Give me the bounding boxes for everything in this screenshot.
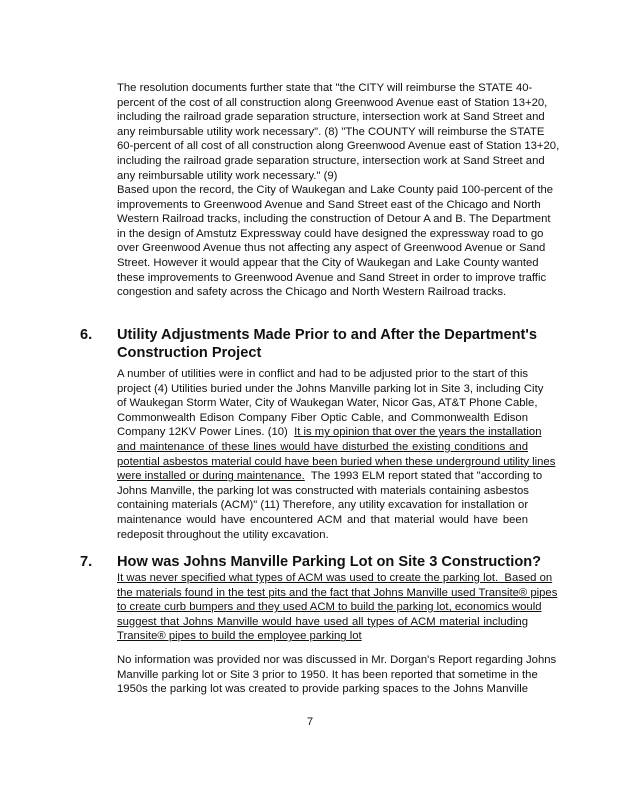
- text-line: Western Railroad tracks, including the construction of Detour A and B. The Department: [117, 213, 551, 226]
- text-line: [117, 425, 542, 440]
- underlined-text: It is my opinion that over the years the installation: [294, 426, 542, 439]
- text-line: any reimbursable utility work necessary". (8) "The COUNTY will reimburse the STATE: [117, 125, 545, 138]
- text-line: The resolution documents further state that "the CITY will reimburse the STATE 40-: [117, 82, 533, 94]
- text-line: containing materials (ACM)" (11) Therefore, any utility excavation for installation or: [117, 499, 529, 512]
- text-line: project (4) Utilities buried under the Johns Manville parking lot in Site 3, including City: [117, 382, 544, 395]
- underlined-text: It was never specified what types of ACM was used to create the parking lot. Based on: [117, 572, 553, 584]
- underlined-text: and maintenance of these lines would have disturbed the existing conditions and: [117, 440, 528, 453]
- text-line: any reimbursable utility work necessary." (9): [117, 169, 338, 182]
- underlined-text: the materials found in the test pits and the fact that Johns Manville used Transite® pipes: [117, 586, 558, 599]
- underlined-text: to create curb bumpers and they used ACM to build the parking lot, economics would: [117, 601, 542, 614]
- text-line: [117, 440, 528, 455]
- text-line: 1950s the parking lot was created to provide parking spaces to the Johns Manville: [117, 683, 528, 696]
- text-line: Commonwealth Edison Company Fiber Optic Cable, and Commonwealth Edison: [117, 411, 528, 424]
- text-line: redeposit throughout the utility excavation.: [117, 528, 329, 541]
- text-line: congestion and safety across the Chicago and North Western Railroad tracks.: [117, 286, 507, 299]
- text-line: [117, 629, 528, 644]
- text-line: Manville parking lot or Site 3 prior to 1950. It has been reported that sometime in the: [117, 668, 538, 681]
- text-line: [117, 615, 528, 630]
- paragraph-resolution: [117, 81, 560, 183]
- text-line: improvements to Greenwood Avenue and Sand Street east of the Chicago and North: [117, 198, 541, 211]
- text-line: including the railroad grade separation structure, intersection work at Sand Street and: [117, 154, 545, 167]
- text-line: of Waukegan Storm Water, City of Waukegan Water, Nicor Gas, AT&T Phone Cable,: [117, 397, 538, 410]
- text-line: Street. However it would appear that the City of Waukegan and Lake County wanted: [117, 256, 539, 269]
- section-number: 7.: [80, 554, 93, 570]
- paragraph-no-information: [117, 653, 557, 697]
- text-segment: The 1993 ELM report stated that "according to: [304, 470, 543, 483]
- text-line: [117, 586, 558, 601]
- section-title: How was Johns Manville Parking Lot on Site 3 Construction?: [117, 554, 542, 570]
- text-line: these improvements to Greenwood Avenue and Sand Street in order to improve traffic: [117, 271, 547, 284]
- underlined-text: were installed or during maintenance.: [117, 470, 305, 483]
- text-line: including the railroad grade separation structure, intersection work at Sand Street and: [117, 111, 545, 124]
- text-line: [117, 469, 543, 484]
- text-line: maintenance would have encountered ACM and that material would have been: [117, 513, 528, 526]
- text-line: Johns Manville, the parking lot was constructed with materials containing asbestos: [117, 484, 529, 497]
- text-line: 60-percent of all cost of all construction along Greenwood Avenue east of Station 13+20,: [117, 140, 560, 153]
- paragraph-utility-adjustments: [117, 367, 556, 542]
- text-line: [117, 571, 553, 586]
- paragraph-acm-types: [117, 571, 558, 644]
- section-title: Utility Adjustments Made Prior to and After the Department's: [117, 327, 537, 343]
- page-number: 7: [306, 716, 314, 728]
- text-line: A number of utilities were in conflict and had to be adjusted prior to the start of this: [117, 368, 528, 380]
- text-segment: Company 12KV Power Lines. (10): [117, 426, 295, 439]
- text-line: No information was provided nor was discussed in Mr. Dorgan's Report regarding Johns: [117, 654, 557, 666]
- text-line: Based upon the record, the City of Waukegan and Lake County paid 100-percent of the: [117, 184, 554, 196]
- paragraph-based-upon-record: [117, 183, 554, 300]
- text-line: over Greenwood Avenue thus not affecting any aspect of Greenwood Avenue or Sand: [117, 242, 546, 255]
- underlined-text: suggest that Johns Manville would have used all types of ACM material including: [117, 615, 528, 628]
- section-number: 6.: [80, 327, 93, 343]
- text-line: [117, 600, 542, 615]
- section-title-continued: Construction Project: [117, 345, 262, 361]
- text-line: in the design of Amstutz Expressway could have designed the expressway road to go: [117, 227, 544, 240]
- text-line: [117, 455, 556, 470]
- text-line: percent of the cost of all construction along Greenwood Avenue east of Station 13+20,: [117, 96, 548, 109]
- underlined-text: Transite® pipes to build the employee parking lot: [117, 630, 362, 643]
- underlined-text: potential asbestos material could have been buried when these underground utility lines: [117, 455, 556, 468]
